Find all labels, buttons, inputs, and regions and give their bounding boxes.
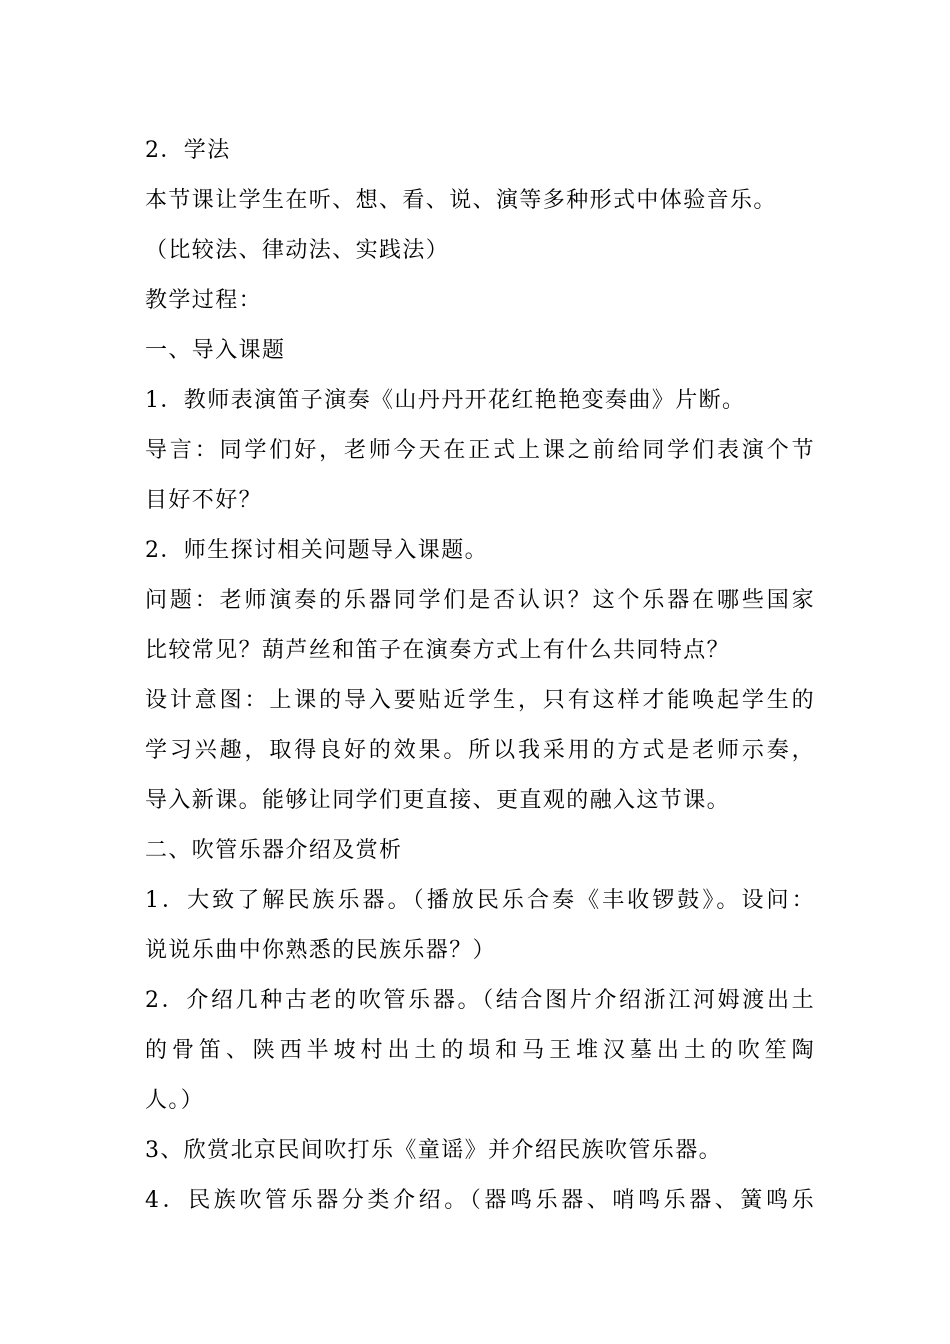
text-line-section-heading: 一、导入课题 (145, 338, 286, 363)
text-line: 1．大致了解民族乐器。（播放民乐合奏《丰收锣鼓》。设问： (145, 888, 815, 913)
text-line: 目好不好？ (145, 488, 263, 513)
text-line-heading-study-method: 2．学法 (145, 138, 231, 163)
text-line-section-heading: 二、吹管乐器介绍及赏析 (145, 838, 403, 863)
text-line: 本节课让学生在听、想、看、说、演等多种形式中体验音乐。 (145, 188, 777, 213)
text-line: 导入新课。能够让同学们更直接、更直观的融入这节课。 (145, 788, 731, 813)
text-line: 2．介绍几种古老的吹管乐器。（结合图片介绍浙江河姆渡出土 (145, 988, 815, 1013)
text-line: 比较常见？葫芦丝和笛子在演奏方式上有什么共同特点？ (145, 638, 731, 663)
text-line: 说说乐曲中你熟悉的民族乐器？） (145, 938, 497, 963)
text-line: 2．师生探讨相关问题导入课题。 (145, 538, 488, 563)
text-line: 学习兴趣，取得良好的效果。所以我采用的方式是老师示奏， (145, 738, 815, 763)
text-line: 1．教师表演笛子演奏《山丹丹开花红艳艳变奏曲》片断。 (145, 388, 746, 413)
text-line: 的骨笛、陕西半坡村出土的埙和马王堆汉墓出土的吹笙陶 (145, 1038, 815, 1063)
text-line: 4．民族吹管乐器分类介绍。（器鸣乐器、哨鸣乐器、簧鸣乐 (145, 1188, 815, 1213)
text-line: 导言：同学们好，老师今天在正式上课之前给同学们表演个节 (145, 438, 815, 463)
text-line: 设计意图：上课的导入要贴近学生，只有这样才能唤起学生的 (145, 688, 815, 713)
text-line: 人。） (145, 1088, 205, 1113)
text-line: 问题：老师演奏的乐器同学们是否认识？这个乐器在哪些国家 (145, 588, 815, 613)
text-line: （比较法、律动法、实践法） (145, 238, 450, 263)
text-line-heading-process: 教学过程： (145, 288, 263, 313)
text-line: 3、欣赏北京民间吹打乐《童谣》并介绍民族吹管乐器。 (145, 1138, 722, 1163)
